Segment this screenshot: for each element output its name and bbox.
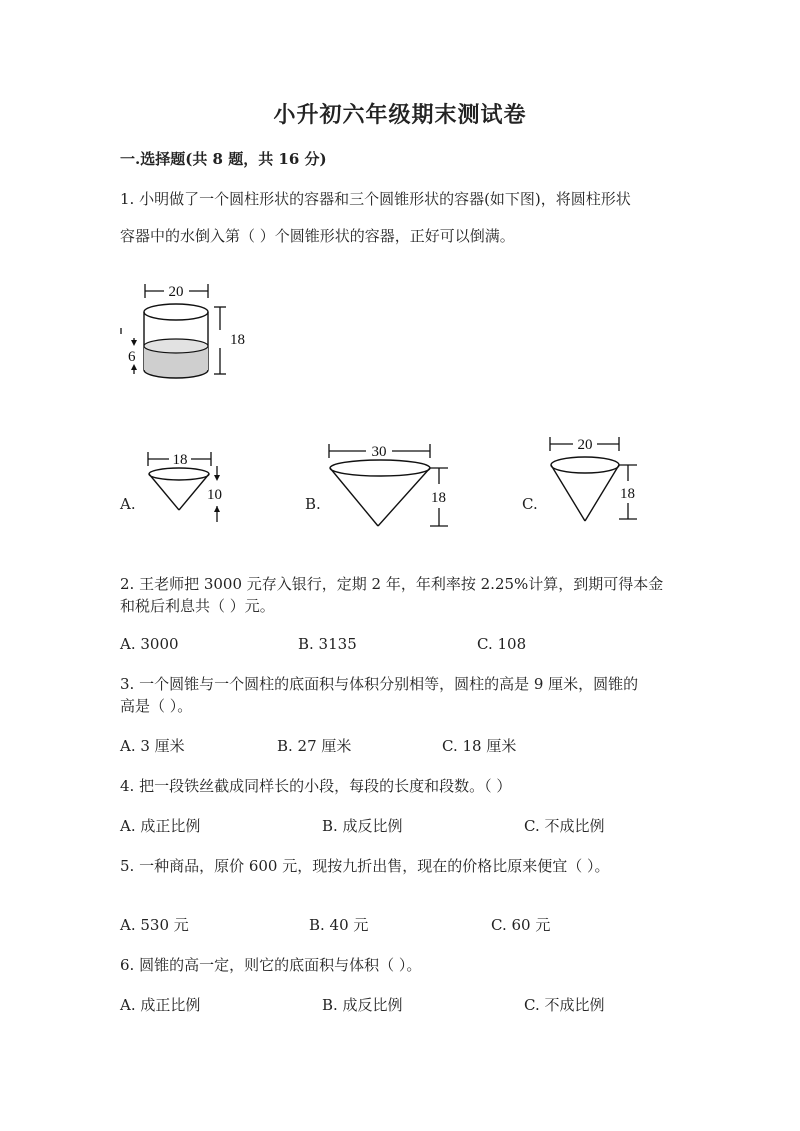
question-3-option-c[interactable]: C. 18 厘米 xyxy=(442,737,517,755)
question-1-line-1: 1. 小明做了一个圆柱形状的容器和三个圆锥形状的容器(如下图)，将圆柱形状 xyxy=(120,190,631,208)
question-3-option-a[interactable]: A. 3 厘米 xyxy=(120,737,185,755)
question-1-option-c-label[interactable]: C. xyxy=(522,495,538,513)
question-6-option-a[interactable]: A. 成正比例 xyxy=(120,996,201,1014)
page-title: 小升初六年级期末测试卷 xyxy=(273,102,527,128)
question-2-line-1: 2. 王老师把 3000 元存入银行，定期 2 年，年利率按 2.25%计算，到期可得本金 xyxy=(120,575,664,593)
cone-b-diameter-label: 30 xyxy=(371,444,387,460)
question-2-line-2: 和税后利息共（ ）元。 xyxy=(120,597,275,615)
question-1-option-a-label[interactable]: A. xyxy=(120,495,136,513)
question-1-line-2: 容器中的水倒入第（ ）个圆锥形状的容器，正好可以倒满。 xyxy=(120,227,515,245)
question-3-line-2: 高是（ ）。 xyxy=(120,697,193,715)
question-3-line-1: 3. 一个圆锥与一个圆柱的底面积与体积分别相等，圆柱的高是 9 厘米，圆锥的 xyxy=(120,675,639,693)
cone-a-figure xyxy=(145,448,235,528)
question-5-option-a[interactable]: A. 530 元 xyxy=(120,916,189,934)
question-4-line-1: 4. 把一段铁丝截成同样长的小段，每段的长度和段数。（ ） xyxy=(120,777,512,795)
cone-a-diameter-label: 18 xyxy=(172,452,188,468)
cylinder-figure xyxy=(118,280,248,380)
cone-b-figure xyxy=(326,440,456,532)
cylinder-water-label: 6 xyxy=(128,349,136,365)
question-5-option-b[interactable]: B. 40 元 xyxy=(309,916,369,934)
section-heading: 一.选择题(共 8 题，共 16 分) xyxy=(120,150,327,168)
cone-c-height-label: 18 xyxy=(620,486,635,502)
question-2-option-c[interactable]: C. 108 xyxy=(477,635,527,653)
question-3-option-b[interactable]: B. 27 厘米 xyxy=(277,737,352,755)
cone-b-height-label: 18 xyxy=(431,490,446,506)
cone-c-diameter-label: 20 xyxy=(577,437,593,453)
question-5-line-1: 5. 一种商品，原价 600 元，现按九折出售，现在的价格比原来便宜（ ）。 xyxy=(120,857,610,875)
question-2-option-b[interactable]: B. 3135 xyxy=(298,635,357,653)
question-6-option-b[interactable]: B. 成反比例 xyxy=(322,996,403,1014)
cylinder-height-label: 18 xyxy=(230,332,245,348)
question-2-option-a[interactable]: A. 3000 xyxy=(120,635,179,653)
question-6-line-1: 6. 圆锥的高一定，则它的底面积与体积（ ）。 xyxy=(120,956,422,974)
question-4-option-c[interactable]: C. 不成比例 xyxy=(524,817,605,835)
question-1-option-b-label[interactable]: B. xyxy=(305,495,321,513)
cone-c-figure xyxy=(547,433,647,525)
cylinder-diameter-label: 20 xyxy=(168,284,184,300)
question-4-option-b[interactable]: B. 成反比例 xyxy=(322,817,403,835)
question-5-option-c[interactable]: C. 60 元 xyxy=(491,916,551,934)
cone-a-height-label: 10 xyxy=(207,487,222,503)
question-4-option-a[interactable]: A. 成正比例 xyxy=(120,817,201,835)
question-6-option-c[interactable]: C. 不成比例 xyxy=(524,996,605,1014)
